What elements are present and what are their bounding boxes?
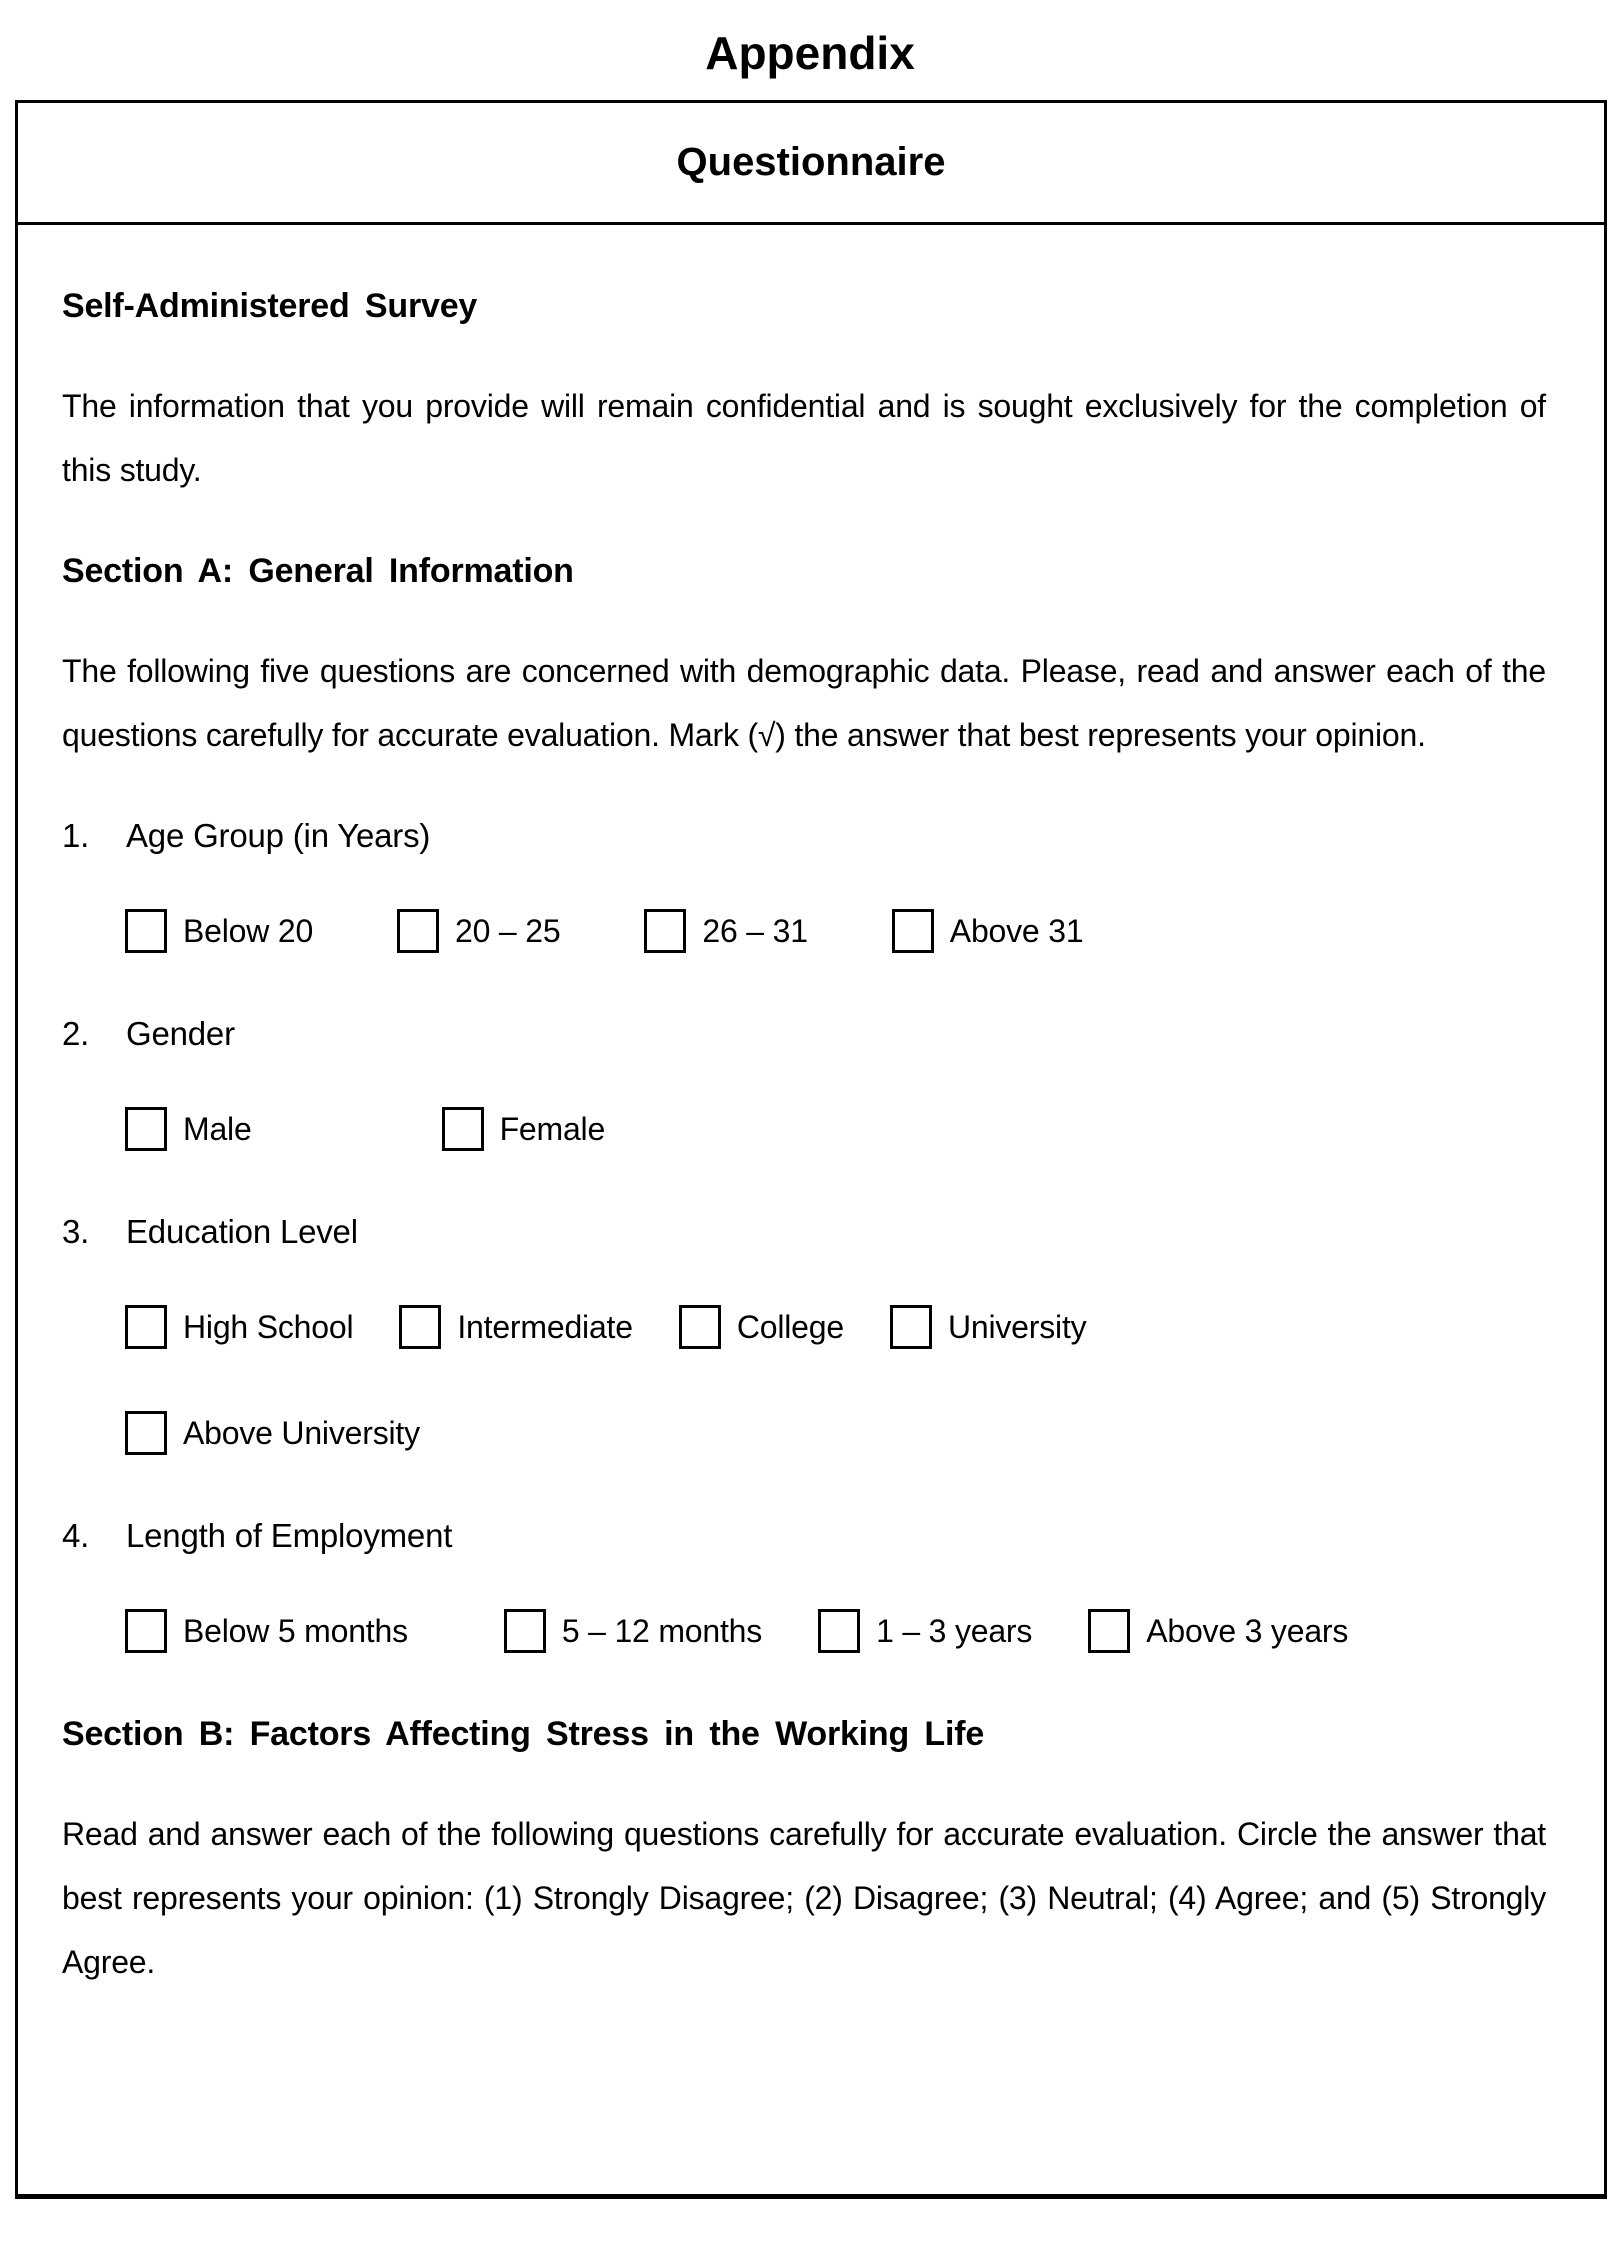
- option-above-31-label: Above 31: [949, 912, 1084, 949]
- option-20-25-label: 20 – 25: [455, 912, 561, 949]
- questionnaire-header: Questionnaire: [18, 103, 1604, 225]
- question-education-level: [62, 1213, 1546, 1455]
- option-1-3-years: [818, 1609, 1032, 1653]
- question-1-number: 1.: [62, 817, 90, 854]
- survey-heading: Self-Administered Survey: [62, 287, 478, 325]
- section-b-instructions: Read and answer each of the following questions carefully for accurate evaluation. Circle the answer that best represents your opinion: (1) Strongly Disagree; (2) Disagree; (3) Neutral; (4) Agree; and (5) Strongly Agree.: [62, 1816, 1546, 1980]
- checkbox-1-3-years[interactable]: [818, 1609, 860, 1653]
- question-3-number: 3.: [62, 1213, 90, 1250]
- option-male-label: Male: [183, 1110, 252, 1147]
- option-above-3-years: [1088, 1609, 1348, 1653]
- checkbox-below-5-months[interactable]: [125, 1609, 167, 1653]
- question-4-options-row: [125, 1609, 1546, 1653]
- section-a-instructions: The following five questions are concerned with demographic data. Please, read and answer each of the questions carefully for accurate evaluation. Mark (√) the answer that best represents your opinion.: [62, 653, 1546, 753]
- checkbox-above-university[interactable]: [125, 1411, 167, 1455]
- question-1-options-row: [125, 909, 1546, 953]
- option-below-20: [125, 909, 313, 953]
- question-4-title: [62, 1517, 1546, 1555]
- option-intermediate-label: Intermediate: [457, 1308, 633, 1345]
- option-above-3-years-label: Above 3 years: [1146, 1612, 1349, 1649]
- question-3-options-row-2: [125, 1411, 1546, 1455]
- option-5-12-months-label: 5 – 12 months: [561, 1612, 763, 1649]
- question-age-group: [62, 817, 1546, 953]
- option-high-school: [125, 1305, 353, 1349]
- section-a-heading: Section A: General Information: [62, 552, 574, 590]
- option-intermediate: [399, 1305, 632, 1349]
- option-below-5-months-label: Below 5 months: [183, 1612, 408, 1649]
- option-above-31: [892, 909, 1084, 953]
- option-college-label: College: [736, 1308, 844, 1345]
- section-b-heading: Section B: Factors Affecting Stress in the Working Life: [62, 1715, 985, 1753]
- question-gender: [62, 1015, 1546, 1151]
- checkbox-age-26-31[interactable]: [644, 909, 686, 953]
- option-female-label: Female: [499, 1110, 606, 1147]
- question-2-text: Gender: [126, 1015, 235, 1052]
- checkbox-university[interactable]: [890, 1305, 932, 1349]
- question-4-text: Length of Employment: [126, 1517, 453, 1554]
- option-26-31-label: 26 – 31: [702, 912, 808, 949]
- option-university: [890, 1305, 1086, 1349]
- question-1-title: [62, 817, 1546, 855]
- option-below-20-label: Below 20: [183, 912, 314, 949]
- survey-intro-paragraph: The information that you provide will remain confidential and is sought exclusively for the completion of this study.: [62, 388, 1546, 488]
- checkbox-age-above-31[interactable]: [892, 909, 934, 953]
- checkbox-female[interactable]: [442, 1107, 484, 1151]
- checkbox-5-12-months[interactable]: [504, 1609, 546, 1653]
- option-female: [442, 1107, 606, 1151]
- option-university-label: University: [947, 1308, 1087, 1345]
- checkbox-college[interactable]: [679, 1305, 721, 1349]
- question-2-options-row: [125, 1107, 1546, 1151]
- question-2-title: [62, 1015, 1546, 1053]
- questionnaire-content: [18, 225, 1604, 1994]
- option-above-university-label: Above University: [183, 1414, 420, 1451]
- option-1-3-years-label: 1 – 3 years: [876, 1612, 1033, 1649]
- option-26-31: [644, 909, 807, 953]
- option-college: [679, 1305, 844, 1349]
- question-length-of-employment: [62, 1517, 1546, 1653]
- question-4-number: 4.: [62, 1517, 90, 1554]
- question-3-title: [62, 1213, 1546, 1251]
- option-male: [125, 1107, 252, 1151]
- option-below-5-months: [125, 1609, 408, 1653]
- checkbox-age-below-20[interactable]: [125, 909, 167, 953]
- question-3-text: Education Level: [126, 1213, 358, 1250]
- option-5-12-months: [504, 1609, 762, 1653]
- checkbox-high-school[interactable]: [125, 1305, 167, 1349]
- page-title: Appendix: [705, 27, 915, 79]
- checkbox-above-3-years[interactable]: [1088, 1609, 1130, 1653]
- option-20-25: [397, 909, 560, 953]
- option-high-school-label: High School: [183, 1308, 354, 1345]
- option-above-university: [125, 1411, 420, 1455]
- question-3-options-row-1: [125, 1305, 1546, 1349]
- question-1-text: Age Group (in Years): [126, 817, 431, 854]
- questionnaire-box: [15, 100, 1607, 2199]
- checkbox-male[interactable]: [125, 1107, 167, 1151]
- checkbox-age-20-25[interactable]: [397, 909, 439, 953]
- checkbox-intermediate[interactable]: [399, 1305, 441, 1349]
- question-2-number: 2.: [62, 1015, 90, 1052]
